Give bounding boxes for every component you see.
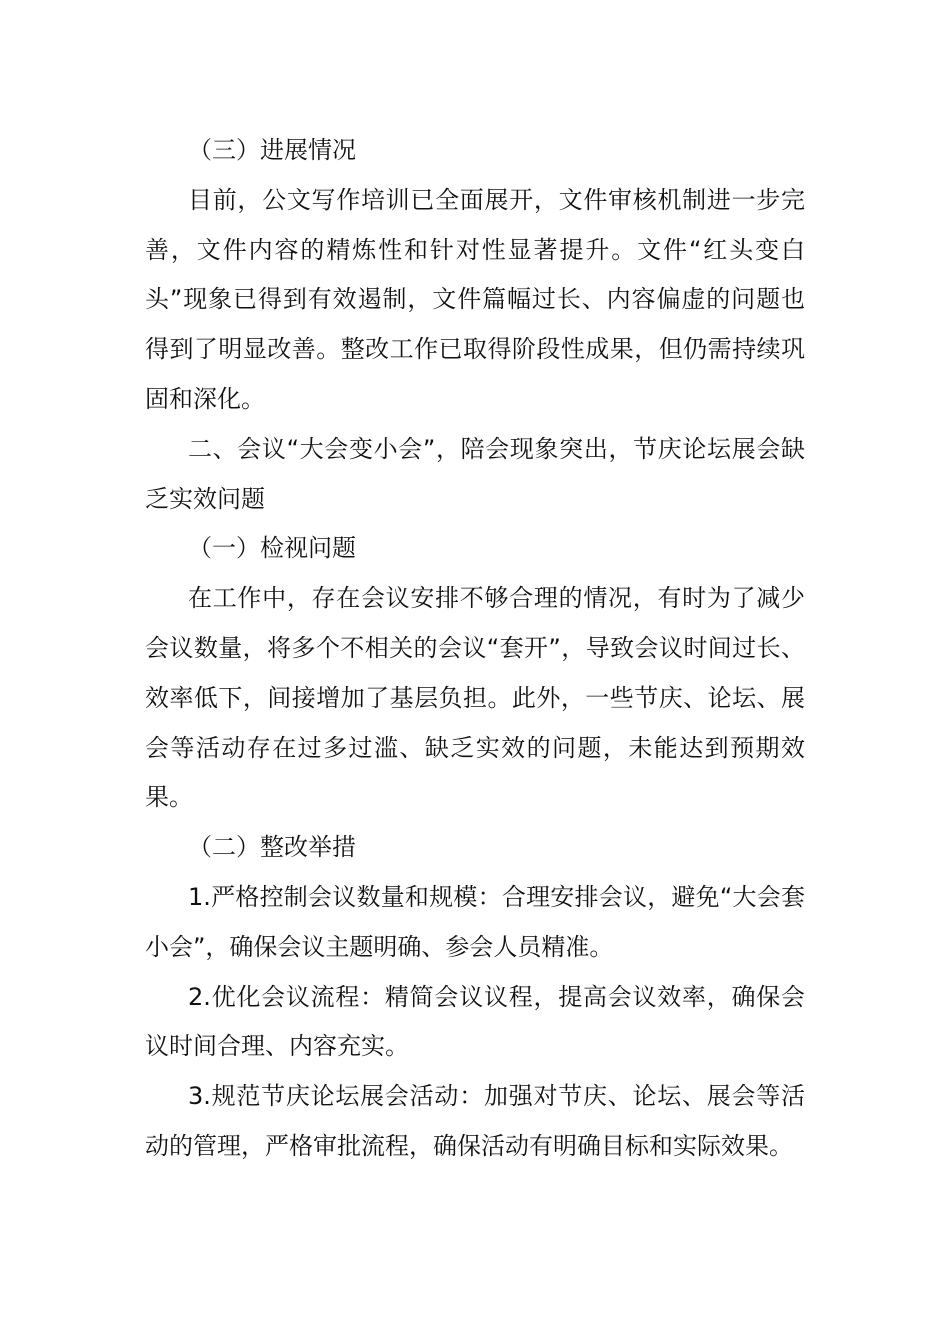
section-heading-meetings: 二、会议“大会变小会”，陪会现象突出，节庆论坛展会缺乏实效问题 [145,434,805,513]
section-subheading-measures: （二）整改举措 [188,833,356,862]
measure-item-3: 3.规范节庆论坛展会活动：加强对节庆、论坛、展会等活动的管理，严格审批流程，确保活动有明确目标和实际效果。 [145,1082,805,1160]
measure-item-2: 2.优化会议流程：精简会议议程，提高会议效率，确保会议时间合理、内容充实。 [145,982,805,1061]
paragraph-problem-details: 在工作中，存在会议安排不够合理的情况，有时为了减少会议数量，将多个不相关的会议“套开”，导致会议时间过长、效率低下，间接增加了基层负担。此外，一些节庆、论坛、展会等活动存在过多过滥、缺乏实效的问题，未能达到预期效果。 [145,584,805,812]
document-body [145,126,805,1172]
section-subheading-progress: （三）进展情况 [188,136,356,164]
paragraph-progress-details: 目前，公文写作培训已全面展开，文件审核机制进一步完善，文件内容的精炼性和针对性显著提升。文件“红头变白头”现象已得到有效遏制，文件篇幅过长、内容偏虚的问题也得到了明显改善。整改工作已取得阶段性成果，但仍需持续巩固和深化。 [145,185,805,413]
section-subheading-problems: （一）检视问题 [188,534,356,563]
measure-item-1: 1.严格控制会议数量和规模：合理安排会议，避免“大会套小会”，确保会议主题明确、参会人员精准。 [145,882,805,961]
